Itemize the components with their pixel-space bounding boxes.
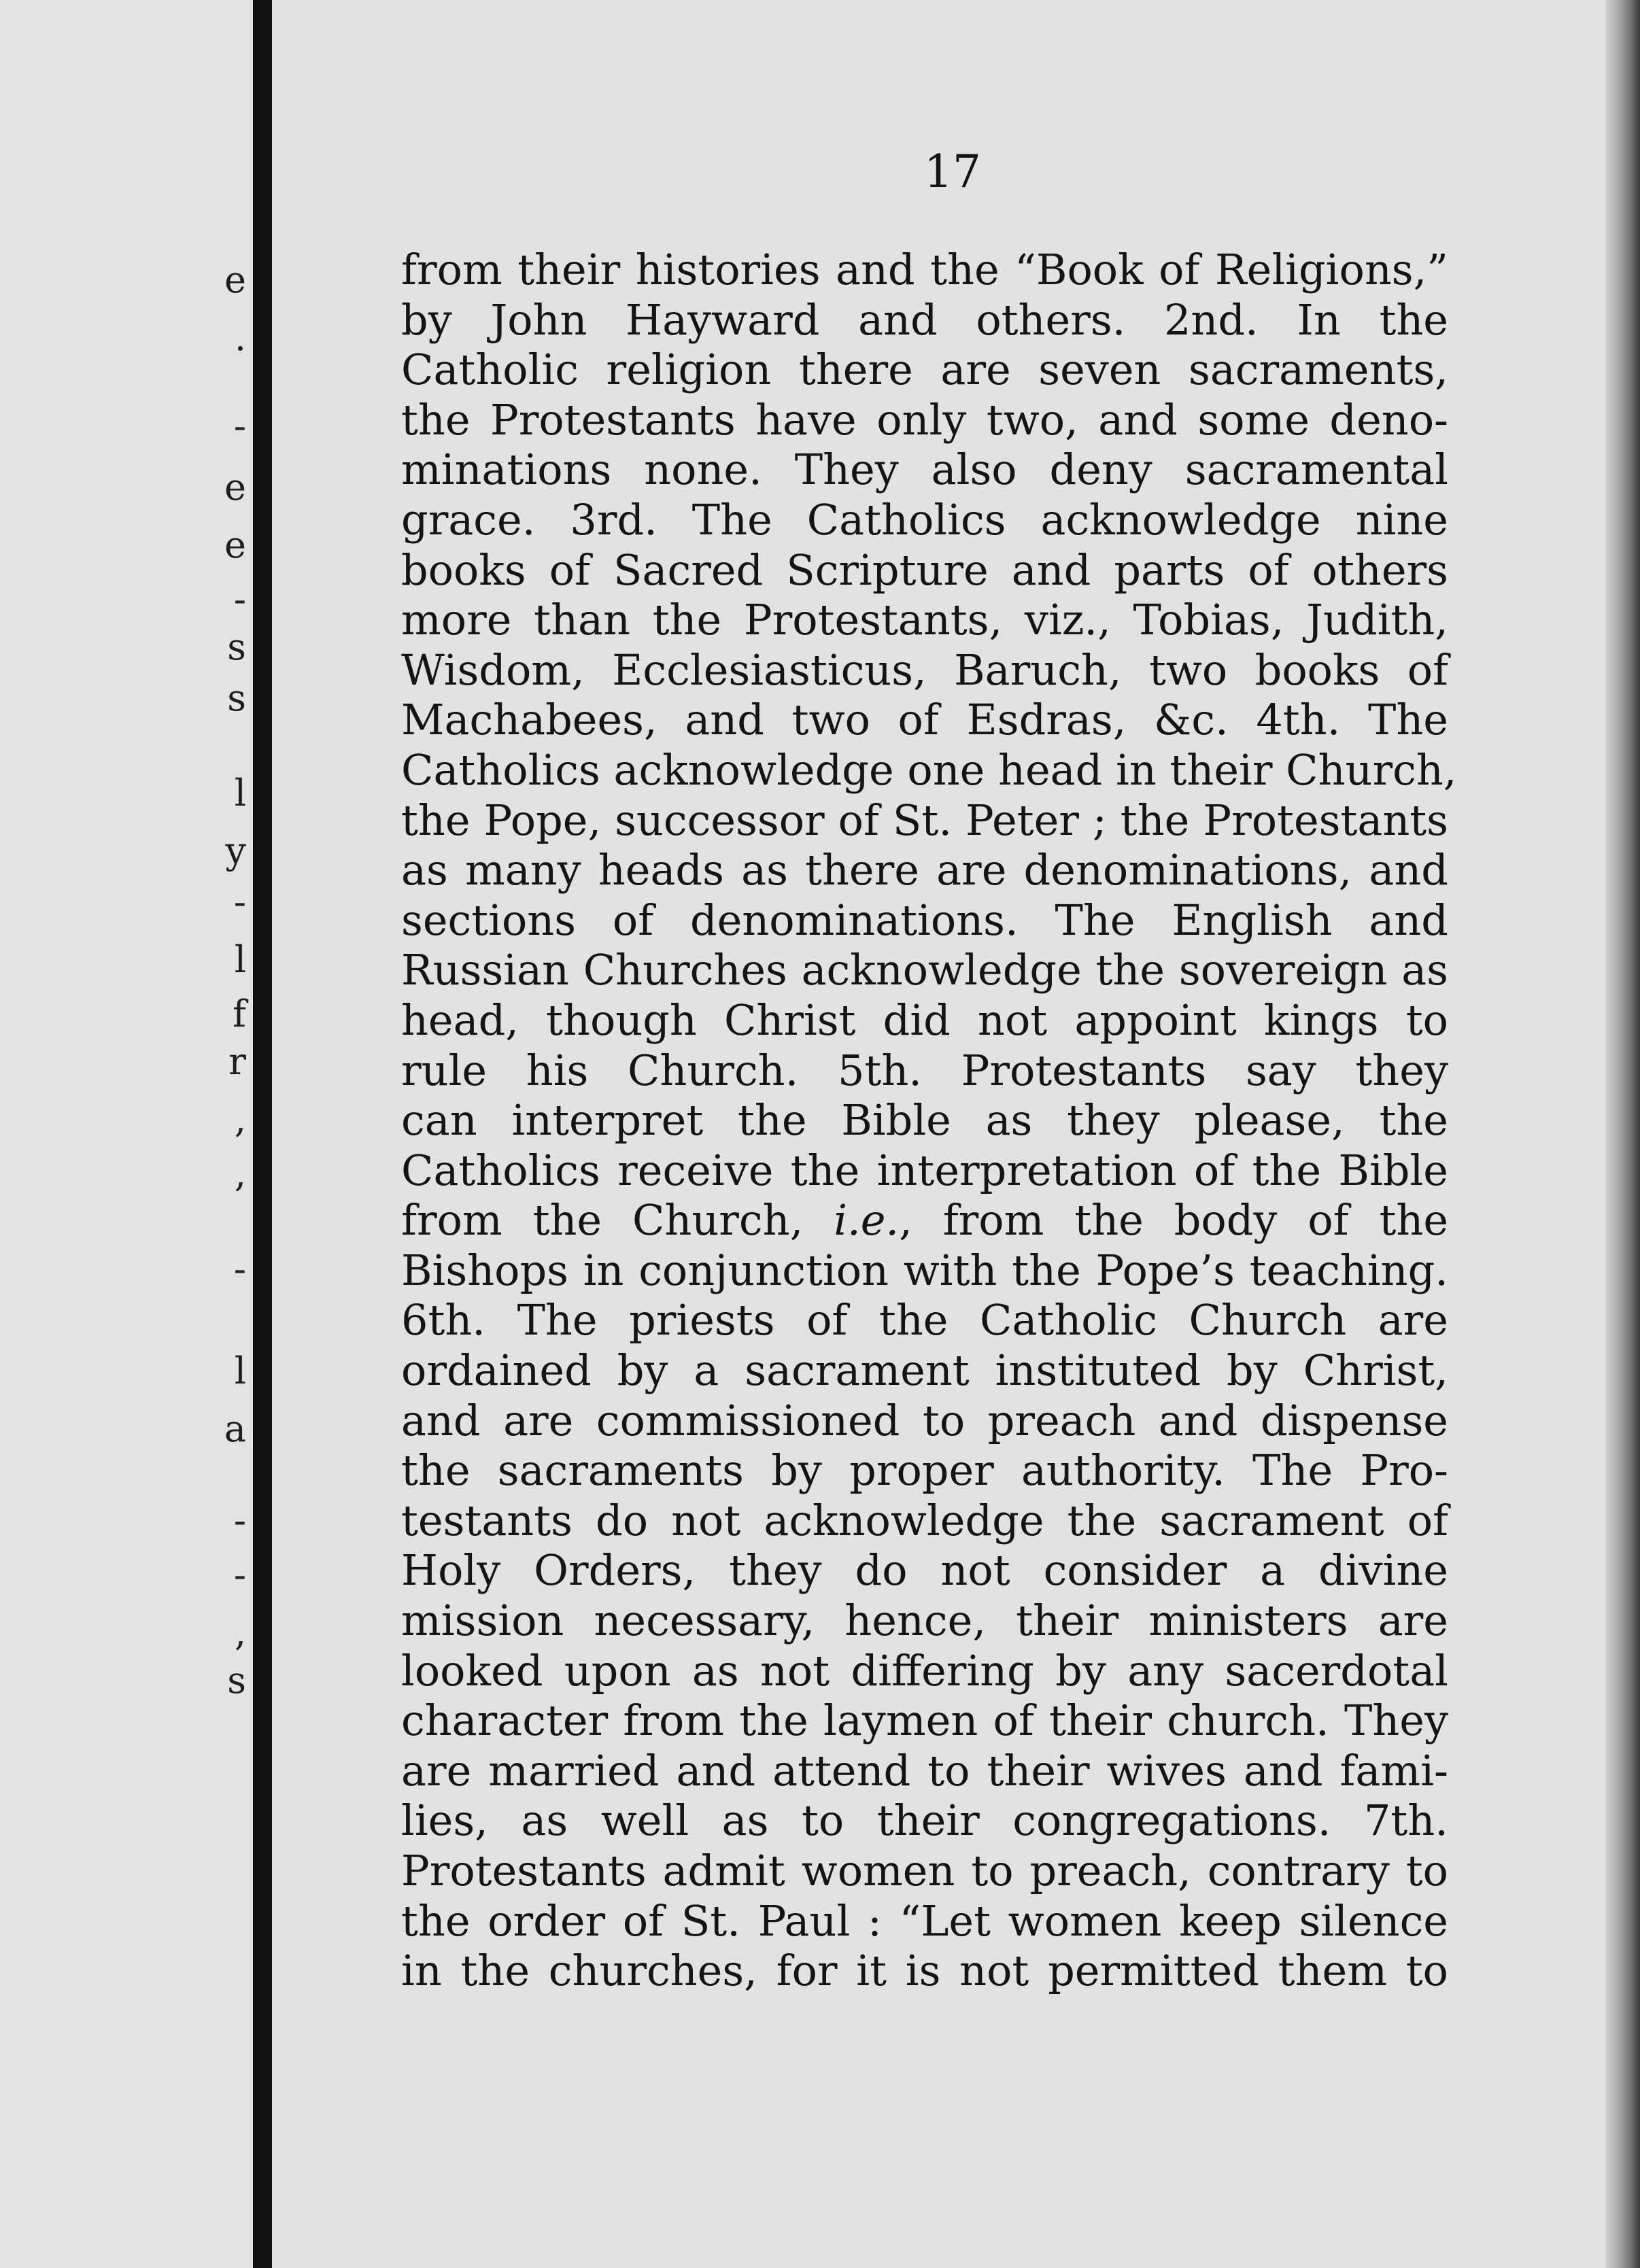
text-line: by John Hayward and others. 2nd. In the: [401, 294, 1448, 345]
text-line: can interpret the Bible as they please, the: [401, 1095, 1448, 1146]
text-line: testants do not acknowledge the sacrament of: [401, 1495, 1448, 1545]
text-line: Bishops in conjunction with the Pope’s teaching.: [401, 1245, 1448, 1295]
text-line: 6th. The priests of the Catholic Church are: [401, 1295, 1448, 1345]
page-body-text: [401, 245, 1457, 1996]
page-stack-edge: [1606, 0, 1640, 2268]
text-line: the Pope, successor of St. Peter ; the Protestants: [401, 795, 1448, 845]
text-line: character from the laymen of their church. They: [401, 1696, 1448, 1746]
text-line: Catholics acknowledge one head in their Church,: [401, 744, 1457, 795]
text-line: lies, as well as to their congregations. 7th.: [401, 1796, 1448, 1846]
text-line: books of Sacred Scripture and parts of others: [401, 545, 1448, 595]
text-line: and are commissioned to preach and dispense: [401, 1395, 1448, 1445]
text-segment: from the Church,: [401, 1195, 834, 1245]
text-line: Russian Churches acknowledge the sovereign as: [401, 945, 1448, 995]
edge-char: -: [233, 880, 246, 923]
text-line: Wisdom, Ecclesiasticus, Baruch, two books of: [401, 645, 1448, 695]
edge-char: -: [233, 1553, 246, 1596]
edge-char: e: [224, 523, 246, 566]
text-line: more than the Protestants, viz., Tobias, Judith,: [401, 595, 1448, 645]
previous-page: [0, 0, 253, 2268]
text-line: head, though Christ did not appoint kings to: [401, 995, 1448, 1045]
edge-char: l: [234, 938, 246, 981]
text-segment: , from the body of the: [899, 1195, 1449, 1245]
text-line: Catholics receive the interpretation of the Bible: [401, 1145, 1448, 1195]
text-line: rule his Church. 5th. Protestants say they: [401, 1045, 1448, 1095]
text-line: in the churches, for it is not permitted them to: [401, 1946, 1448, 1996]
edge-char: y: [225, 829, 246, 872]
edge-char: l: [234, 772, 246, 814]
text-line: as many heads as there are denominations, and: [401, 845, 1448, 895]
text-line: Catholic religion there are seven sacraments,: [401, 345, 1448, 395]
italic-abbreviation: i.e.: [834, 1195, 900, 1245]
edge-char: .: [234, 316, 246, 359]
text-line: Protestants admit women to preach, contrary to: [401, 1846, 1448, 1895]
text-line: the order of St. Paul : “Let women keep silence: [401, 1895, 1448, 1946]
text-line: the Protestants have only two, and some deno-: [401, 394, 1448, 445]
text-line: Machabees, and two of Esdras, &c. 4th. The: [401, 695, 1448, 745]
edge-char: s: [227, 676, 246, 719]
text-line: are married and attend to their wives and fami-: [401, 1745, 1448, 1796]
edge-char: -: [233, 578, 246, 621]
text-line: looked upon as not differing by any sacerdotal: [401, 1645, 1448, 1696]
edge-char: s: [227, 625, 246, 668]
edge-char: ,: [234, 1611, 246, 1654]
edge-char: -: [233, 1499, 246, 1542]
text-line: ordained by a sacrament instituted by Christ,: [401, 1345, 1448, 1396]
text-line: Holy Orders, they do not consider a divine: [401, 1545, 1448, 1596]
edge-char: l: [234, 1350, 246, 1392]
edge-char: ,: [234, 1098, 246, 1141]
edge-char: -: [233, 1248, 246, 1290]
text-line: minations none. They also deny sacramental: [401, 445, 1448, 495]
edge-char: r: [228, 1040, 246, 1083]
previous-page-edge-text: [171, 0, 253, 2268]
edge-char: e: [224, 466, 246, 509]
edge-char: a: [224, 1407, 246, 1450]
edge-char: f: [233, 993, 246, 1035]
text-line: sections of denominations. The English and: [401, 895, 1448, 945]
text-line: grace. 3rd. The Catholics acknowledge nine: [401, 494, 1448, 545]
edge-char: s: [227, 1659, 246, 1702]
book-page: [272, 0, 1606, 2268]
text-line: the sacraments by proper authority. The Pro-: [401, 1445, 1448, 1496]
edge-char: ,: [234, 1152, 246, 1195]
text-line-with-italic: [401, 1195, 1448, 1245]
text-line: from their histories and the “Book of Religions,”: [401, 245, 1448, 294]
book-gutter: [253, 0, 272, 2268]
page-number: 17: [924, 145, 981, 198]
edge-char: -: [233, 405, 246, 447]
edge-char: e: [224, 258, 246, 301]
text-line: mission necessary, hence, their ministers are: [401, 1596, 1448, 1646]
